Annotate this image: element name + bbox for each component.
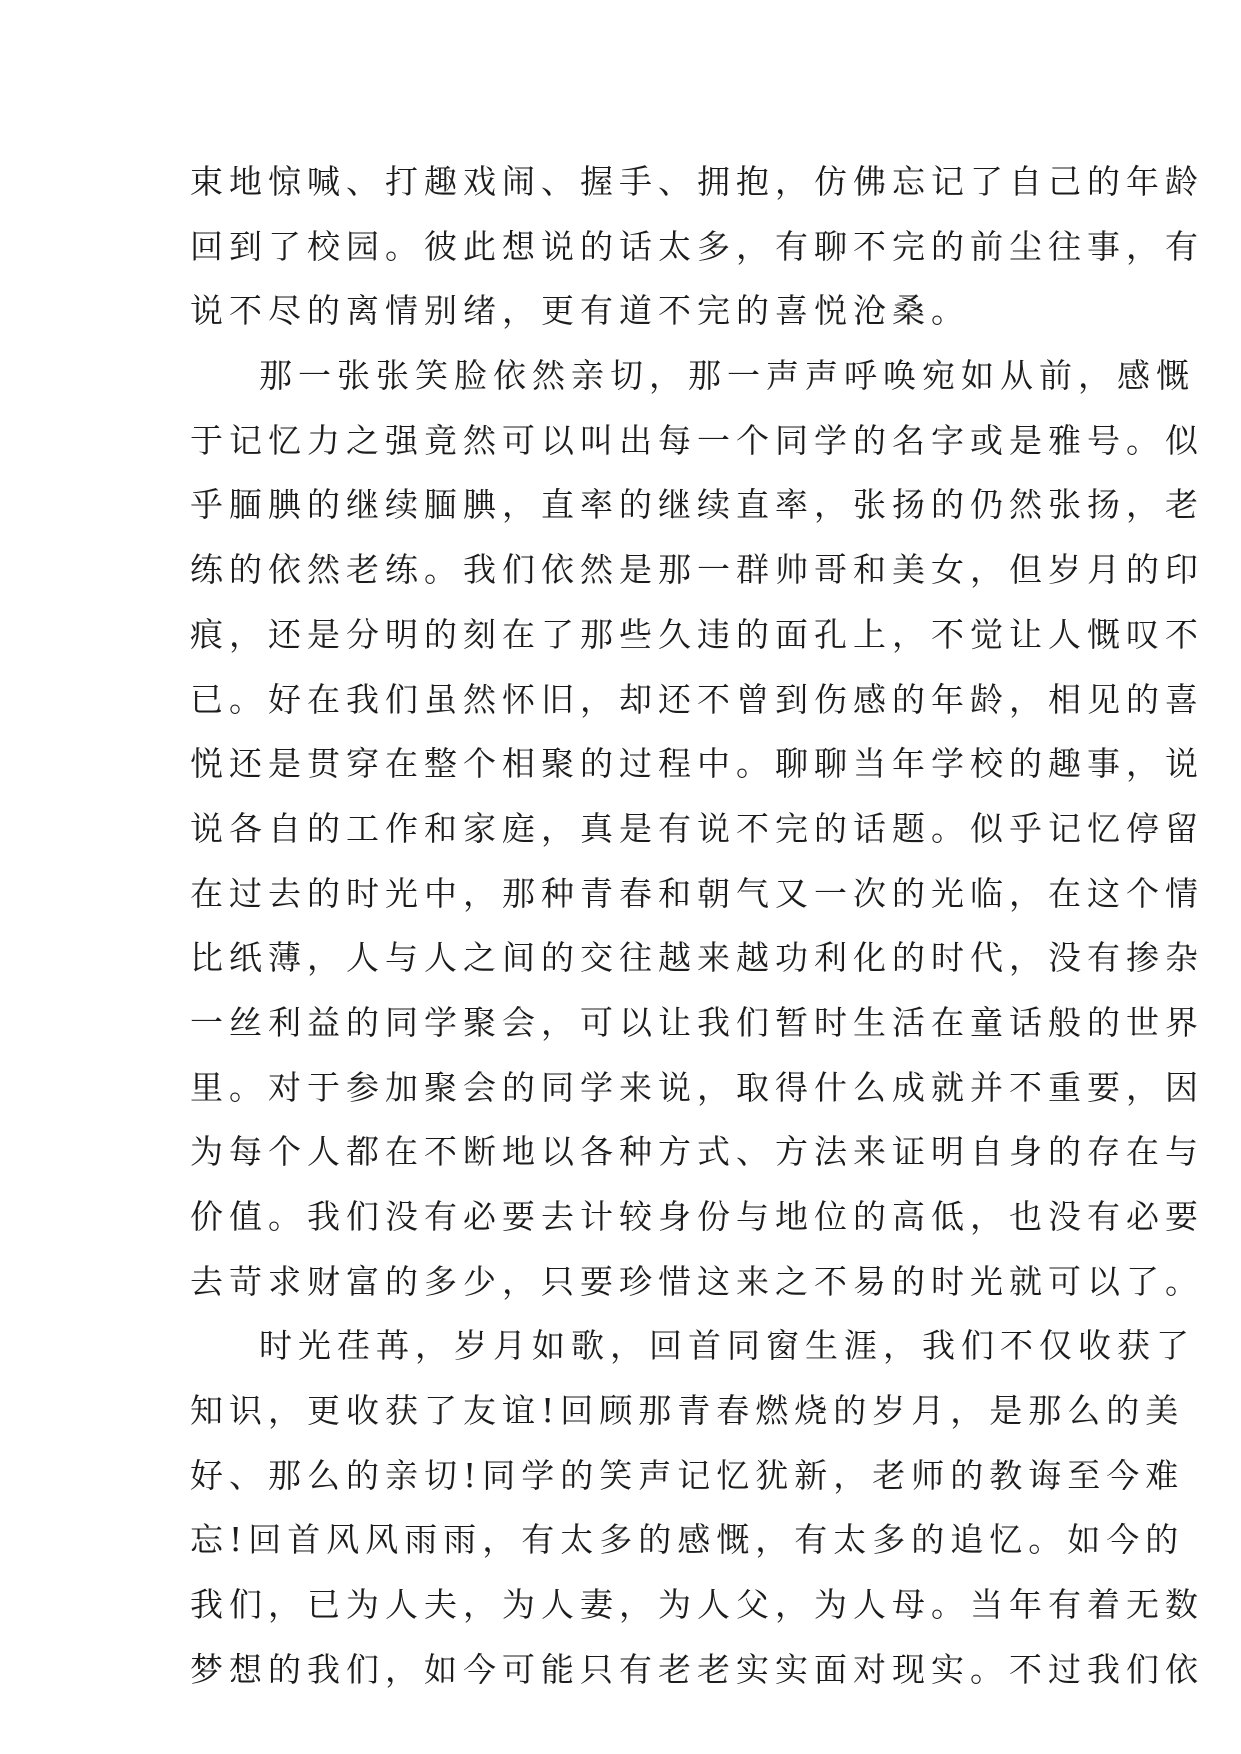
text-line: 说不尽的离情别绪，更有道不完的喜悦沧桑。: [190, 291, 970, 331]
text-line: 已。好在我们虽然怀旧，却还不曾到伤感的年龄，相见的喜: [190, 679, 1204, 719]
text-line: 练的依然老练。我们依然是那一群帅哥和美女，但岁月的印: [190, 550, 1204, 590]
text-line: 那一张张笑脸依然亲切，那一声声呼唤宛如从前，感慨: [259, 356, 1195, 396]
text-line: 忘!回首风风雨雨，有太多的感慨，有太多的追忆。如今的: [190, 1520, 1185, 1560]
text-line: 束地惊喊、打趣戏闹、握手、拥抱，仿佛忘记了自己的年龄: [190, 162, 1204, 201]
text-line: 痕，还是分明的刻在了那些久违的面孔上，不觉让人慨叹不: [190, 614, 1204, 654]
paragraph-3: [190, 1314, 1204, 1702]
text-line: 一丝利益的同学聚会，可以让我们暂时生活在童话般的世界: [190, 1002, 1204, 1042]
text-line: 梦想的我们，如今可能只有老老实实面对现实。不过我们依: [190, 1649, 1204, 1689]
text-line: 悦还是贯穿在整个相聚的过程中。聊聊当年学校的趣事，说: [190, 744, 1204, 784]
paragraph-1: [190, 150, 1204, 344]
text-line: 于记忆力之强竟然可以叫出每一个同学的名字或是雅号。似: [190, 420, 1204, 460]
text-line: 为每个人都在不断地以各种方式、方法来证明自身的存在与: [190, 1132, 1204, 1172]
paragraph-2: [190, 344, 1204, 1314]
text-line: 知识，更收获了友谊!回顾那青春燃烧的岁月，是那么的美: [190, 1391, 1185, 1431]
text-line: 乎腼腆的继续腼腆，直率的继续直率，张扬的仍然张扬，老: [190, 485, 1204, 525]
text-line: 好、那么的亲切!同学的笑声记忆犹新，老师的教诲至今难: [190, 1455, 1185, 1495]
text-line: 说各自的工作和家庭，真是有说不完的话题。似乎记忆停留: [190, 808, 1204, 848]
text-line: 价值。我们没有必要去计较身份与地位的高低，也没有必要: [190, 1197, 1204, 1236]
text-line: 回到了校园。彼此想说的话太多，有聊不完的前尘往事，有: [190, 226, 1204, 266]
body-text: [190, 150, 1204, 1703]
text-line: 比纸薄，人与人之间的交往越来越功利化的时代，没有掺杂: [190, 938, 1204, 978]
text-line: 我们，已为人夫，为人妻，为人父，为人母。当年有着无数: [190, 1585, 1204, 1625]
text-line: 去苛求财富的多少，只要珍惜这来之不易的时光就可以了。: [190, 1261, 1204, 1301]
text-line: 在过去的时光中，那种青春和朝气又一次的光临，在这个情: [190, 873, 1204, 913]
text-line: 时光荏苒，岁月如歌，回首同窗生涯，我们不仅收获了: [259, 1326, 1195, 1366]
text-line: 里。对于参加聚会的同学来说，取得什么成就并不重要，因: [190, 1067, 1204, 1107]
